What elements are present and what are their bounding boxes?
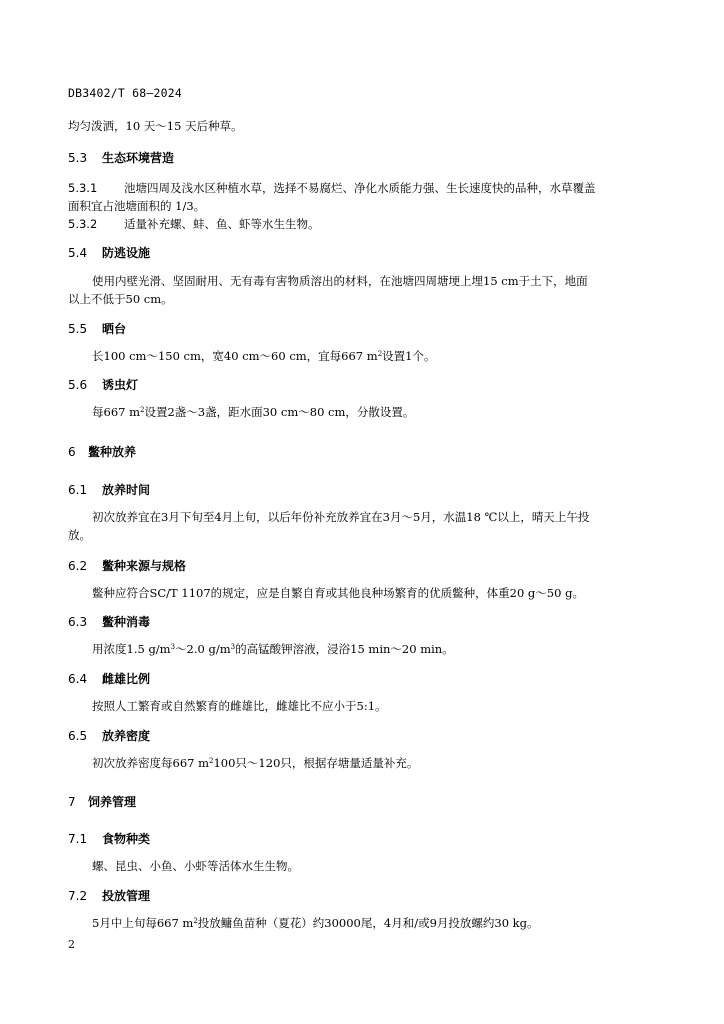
heading-number: 7.2 xyxy=(68,889,88,903)
heading-title: 雌雄比例 xyxy=(102,672,151,686)
heading-number: 6.1 xyxy=(68,483,88,497)
heading-title: 放养密度 xyxy=(102,729,151,743)
heading-6-5 xyxy=(68,727,150,744)
heading-title: 诱虫灯 xyxy=(102,378,139,392)
heading-number: 6.3 xyxy=(68,615,88,629)
paragraph-continuation: 均匀泼洒，10 天～15 天后种草。 xyxy=(68,119,243,133)
heading-title: 防逃设施 xyxy=(102,246,151,260)
paragraph-5-4-line1: 使用内壁光滑、坚固耐用、无有毒有害物质溶出的材料，在池塘四周塘埂上埋15 cm于土下，地面 xyxy=(92,274,588,288)
superscript: 2 xyxy=(377,350,383,358)
heading-6-3 xyxy=(68,613,150,630)
clause-5-3-1-continuation: 面积宜占池塘面积的 1/3。 xyxy=(68,199,206,213)
heading-title: 放养时间 xyxy=(102,483,151,497)
text-part: 的高锰酸钾溶液，浸浴15 min～20 min。 xyxy=(235,642,454,656)
heading-number: 5.4 xyxy=(68,246,88,260)
paragraph-7-2 xyxy=(92,914,539,933)
superscript: 2 xyxy=(193,917,198,925)
text-part: ～2.0 g/m xyxy=(175,642,231,656)
chapter-heading-6 xyxy=(68,443,136,460)
paragraph-6-1-line1: 初次放养宜在3月下旬至4月上旬，以后年份补充放养宜在3月～5月，水温18 ℃以上，晴天上午投 xyxy=(92,510,590,524)
heading-number: 7.1 xyxy=(68,832,88,846)
heading-number: 6.5 xyxy=(68,729,88,743)
heading-6-2 xyxy=(68,557,186,574)
heading-title: 晒台 xyxy=(102,322,127,336)
heading-title: 鳖种放养 xyxy=(88,445,137,459)
clause-5-3-2 xyxy=(68,215,320,234)
paragraph-6-2: 鳖种应符合SC/T 1107的规定，应是自繁自育或其他良种场繁育的优质鳖种，体重20 g～50 g。 xyxy=(92,586,584,600)
text-part: 100只～120只，根据存塘量适量补充。 xyxy=(213,756,419,770)
clause-number: 5.3.1 xyxy=(68,181,98,195)
paragraph-6-1-line2: 放。 xyxy=(68,528,91,542)
paragraph-6-3 xyxy=(92,640,454,659)
paragraph-6-5 xyxy=(92,754,418,773)
text-part: 初次放养密度每667 m xyxy=(92,756,210,770)
paragraph-7-1: 螺、昆虫、小鱼、小虾等活体水生生物。 xyxy=(92,859,299,873)
heading-5-4 xyxy=(68,244,150,261)
text-part: 设置2盏～3盏，距水面30 cm～80 cm，分散设置。 xyxy=(144,405,415,419)
text-part: 每667 m xyxy=(92,405,141,419)
heading-title: 食物种类 xyxy=(102,832,151,846)
heading-number: 6.4 xyxy=(68,672,88,686)
heading-5-5 xyxy=(68,320,126,337)
heading-title: 鳖种来源与规格 xyxy=(102,559,187,573)
clause-number: 5.3.2 xyxy=(68,217,98,231)
heading-title: 投放管理 xyxy=(102,889,151,903)
heading-number: 7 xyxy=(68,795,76,809)
heading-number: 6.2 xyxy=(68,559,88,573)
text-part: 设置1个。 xyxy=(382,349,436,363)
paragraph-5-6 xyxy=(92,403,414,422)
heading-5-6 xyxy=(68,376,138,393)
text-part: 用浓度1.5 g/m xyxy=(92,642,171,656)
text-part: 5月中上旬每667 m xyxy=(92,916,194,930)
heading-title: 饲养管理 xyxy=(88,795,137,809)
page-number: 2 xyxy=(68,938,75,951)
heading-number: 5.6 xyxy=(68,378,88,392)
heading-5-3 xyxy=(68,149,174,166)
heading-number: 6 xyxy=(68,445,76,459)
heading-6-4 xyxy=(68,670,150,687)
superscript: 2 xyxy=(140,406,145,414)
text-part: 投放鳙鱼苗种（夏花）约30000尾，4月和/或9月投放螺约30 kg。 xyxy=(197,916,539,930)
paragraph-5-5 xyxy=(92,347,435,366)
heading-6-1 xyxy=(68,481,150,498)
doc-code-header: DB3402/T 68—2024 xyxy=(68,86,182,100)
heading-title: 生态环境营造 xyxy=(102,151,175,165)
clause-text: 池塘四周及浅水区种植水草，选择不易腐烂、净化水质能力强、生长速度快的品种，水草覆盖 xyxy=(124,181,596,195)
superscript: 3 xyxy=(230,643,236,651)
paragraph-5-4-line2: 以上不低于50 cm。 xyxy=(68,292,173,306)
text-part: 长100 cm～150 cm，宽40 cm～60 cm，宜每667 m xyxy=(92,349,378,363)
superscript: 2 xyxy=(209,757,214,765)
heading-number: 5.3 xyxy=(68,151,88,165)
superscript: 3 xyxy=(170,643,176,651)
heading-7-2 xyxy=(68,887,150,904)
heading-7-1 xyxy=(68,830,150,847)
chapter-heading-7 xyxy=(68,793,136,810)
clause-5-3-1 xyxy=(68,179,596,198)
clause-text: 适量补充螺、蚌、鱼、虾等水生生物。 xyxy=(124,217,320,231)
heading-number: 5.5 xyxy=(68,322,88,336)
paragraph-6-4: 按照人工繁育或自然繁育的雌雄比，雌雄比不应小于5:1。 xyxy=(92,699,387,713)
heading-title: 鳖种消毒 xyxy=(102,615,151,629)
